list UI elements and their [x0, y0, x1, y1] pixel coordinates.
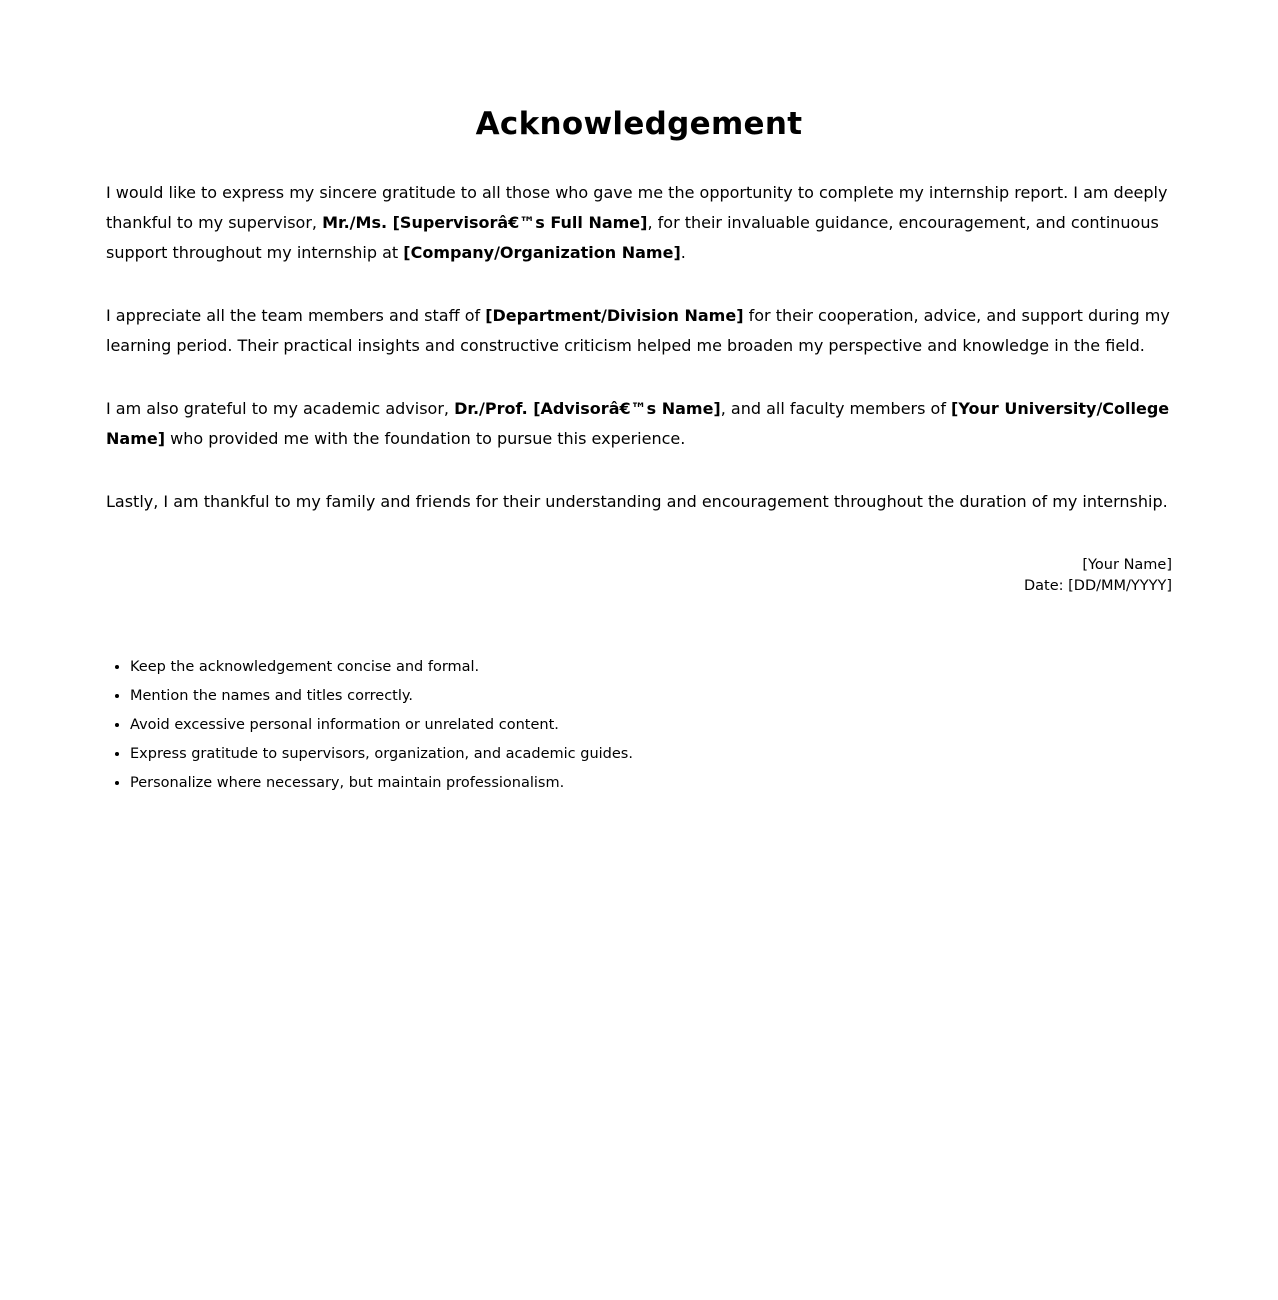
signature-date: Date: [DD/MM/YYYY]	[1023, 578, 1172, 594]
paragraph-text: .	[680, 243, 686, 262]
acknowledgement-body	[106, 178, 1172, 517]
signature-name: [Your Name]	[1082, 557, 1172, 573]
paragraph-1	[106, 178, 1172, 268]
list-item: • Mention the names and titles correctly.	[130, 682, 1172, 711]
list-item: • Personalize where necessary, but maintain professionalism.	[130, 769, 1172, 798]
paragraph-text: I appreciate all the team members and staff of	[106, 306, 486, 325]
tips-list	[106, 653, 1172, 798]
department-name-placeholder: [Department/Division Name]	[485, 306, 744, 325]
paragraph-text: who provided me with the foundation to pursue this experience.	[165, 429, 686, 448]
paragraph-text: , and all faculty members of	[720, 399, 952, 418]
signature-block	[106, 555, 1172, 597]
supervisor-name-placeholder: Mr./Ms. [Supervisorâ€™s Full Name]	[322, 213, 648, 232]
paragraph-text: , for their invaluable guidance, encouragement, and continuous support throughout my internship at	[106, 213, 1159, 262]
list-item: • Avoid excessive personal information or unrelated content.	[130, 711, 1172, 740]
advisor-name-placeholder: Dr./Prof. [Advisorâ€™s Name]	[454, 399, 721, 418]
university-name-placeholder: [Your University/College Name]	[106, 399, 1170, 448]
paragraph-2	[106, 301, 1172, 361]
paragraph-4	[106, 487, 1172, 517]
paragraph-text: Lastly, I am thankful to my family and friends for their understanding and encouragement throughout the duration of my internship.	[106, 492, 1168, 511]
paragraph-3	[106, 394, 1172, 454]
paragraph-text: for their cooperation, advice, and support during my learning period. Their practical insights and constructive criticism helped me broaden my perspective and knowledge in the field.	[106, 306, 1170, 355]
paragraph-text: I am also grateful to my academic advisor,	[106, 399, 455, 418]
company-name-placeholder: [Company/Organization Name]	[403, 243, 681, 262]
paragraph-text: I would like to express my sincere gratitude to all those who gave me the opportunity to complete my internship report. I am deeply thankful to my supervisor,	[106, 183, 1168, 232]
list-item: • Keep the acknowledgement concise and formal.	[130, 653, 1172, 682]
page-title: Acknowledgement	[475, 106, 803, 142]
list-item: • Express gratitude to supervisors, organization, and academic guides.	[130, 740, 1172, 769]
